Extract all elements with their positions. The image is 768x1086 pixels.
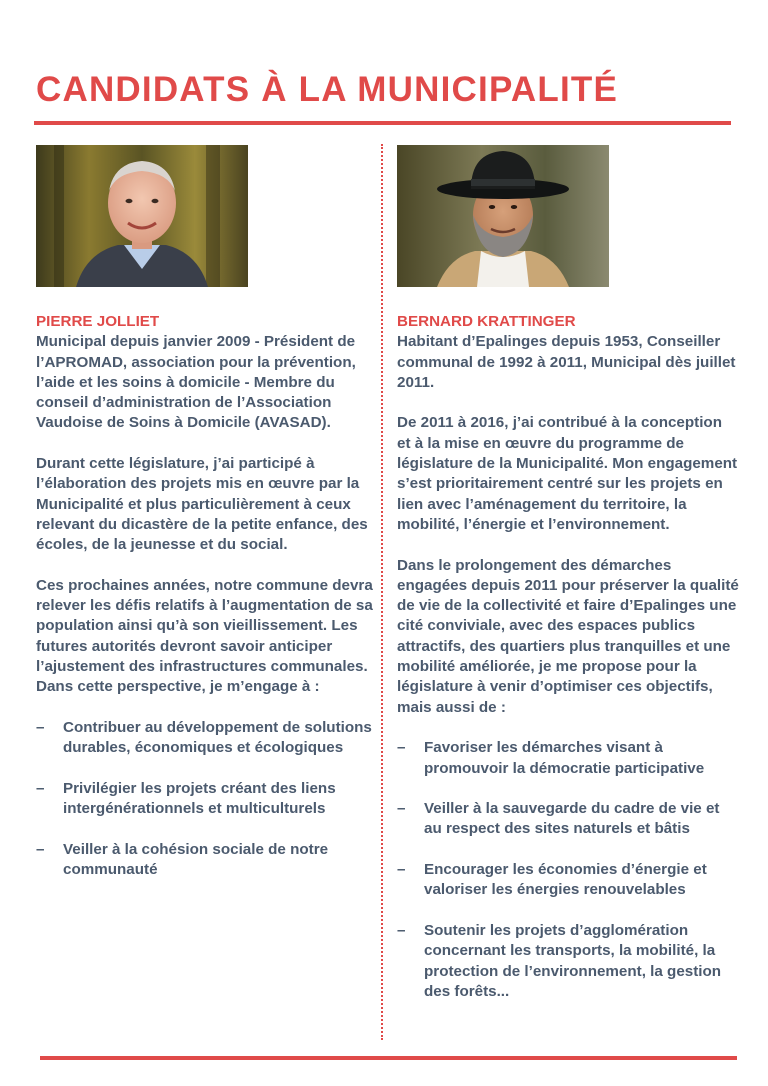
list-item-text: Veiller à la cohésion sociale de notre communauté	[63, 840, 329, 879]
dash-bullet-icon: –	[36, 840, 45, 858]
dash-bullet-icon: –	[397, 921, 406, 939]
candidate-name: PIERRE JOLLIET	[36, 313, 160, 330]
dash-bullet-icon: –	[36, 718, 45, 736]
list-item	[397, 860, 739, 901]
dash-bullet-icon: –	[36, 779, 45, 797]
candidate-text-pierre-jolliet	[36, 312, 374, 901]
list-item	[36, 718, 374, 759]
title-underline	[34, 121, 731, 125]
dash-bullet-icon: –	[397, 861, 406, 879]
list-item-text: Encourager les économies d’énergie et valoriser les énergies renouvelables	[424, 861, 707, 899]
commitment-list	[397, 738, 739, 1002]
list-item	[397, 921, 739, 1002]
candidate-name: BERNARD KRATTINGER	[397, 313, 576, 330]
list-item	[36, 779, 374, 820]
dash-bullet-icon: –	[397, 800, 406, 818]
list-item	[36, 840, 374, 881]
footer-rule	[40, 1056, 737, 1060]
list-item-text: Soutenir les projets d’agglomération concernant les transports, la mobilité, la protection de l’environnement, la gestion des forêts...	[424, 921, 722, 1000]
dash-bullet-icon: –	[397, 739, 406, 757]
list-item-text: Veiller à la sauvegarde du cadre de vie et au respect des sites naturels et bâtis	[424, 800, 720, 838]
page-title: CANDIDATS À LA MUNICIPALITÉ	[36, 70, 618, 109]
candidate-paragraph: Ces prochaines années, notre commune devra relever les défis relatifs à l’augmentation de sa population ainsi qu’à son vieillissement. Les futures autorités devront savoir anticiper l’ajustement des infrastructures communales. Dans cette perspective, je m’engage à :	[36, 576, 373, 696]
candidate-paragraph: De 2011 à 2016, j’ai contribué à la conception et à la mise en œuvre du programme de législature de la Municipalité. Mon engagement s’est prioritairement centré sur les projets en lien avec l’aménagement du territoire, la mobilité, l’énergie et l’environnement.	[397, 414, 738, 533]
candidate-bio: Municipal depuis janvier 2009 - Président de l’APROMAD, association pour la prévention, l’aide et les soins à domicile - Membre du conseil d’administration de l’Association Vaudoise de Soins à Domicile (AVASAD).	[36, 333, 356, 432]
candidate-photo-bernard-krattinger	[397, 145, 609, 287]
list-item-text: Favoriser les démarches visant à promouvoir la démocratie participative	[424, 739, 705, 777]
list-item	[397, 799, 739, 840]
list-item-text: Contribuer au développement de solutions durables, économiques et écologiques	[63, 718, 372, 757]
candidate-paragraph: Durant cette législature, j’ai participé à l’élaboration des projets mis en œuvre par la Municipalité et plus particulièrement à ceux relevant du dicastère de la petite enfance, des écoles, de la jeunesse et du social.	[36, 455, 368, 554]
candidate-photo-pierre-jolliet	[36, 145, 248, 287]
list-item-text: Privilégier les projets créant des liens intergénérationnels et multiculturels	[63, 779, 336, 818]
candidate-paragraph: Dans le prolongement des démarches engagées depuis 2011 pour préserver la qualité de vie de la collectivité et faire d’Epalinges une cité conviviale, avec des espaces publics attractifs, des quartiers plus tranquilles et une mobilité améliorée, je me propose pour la législature à venir d’optimiser ces objectifs, mais aussi de :	[397, 556, 739, 716]
column-divider	[381, 144, 383, 1040]
candidate-text-bernard-krattinger	[397, 312, 739, 1022]
candidate-bio: Habitant d’Epalinges depuis 1953, Conseiller communal de 1992 à 2011, Municipal dès juillet 2011.	[397, 333, 736, 391]
list-item	[397, 738, 739, 779]
commitment-list	[36, 718, 374, 880]
